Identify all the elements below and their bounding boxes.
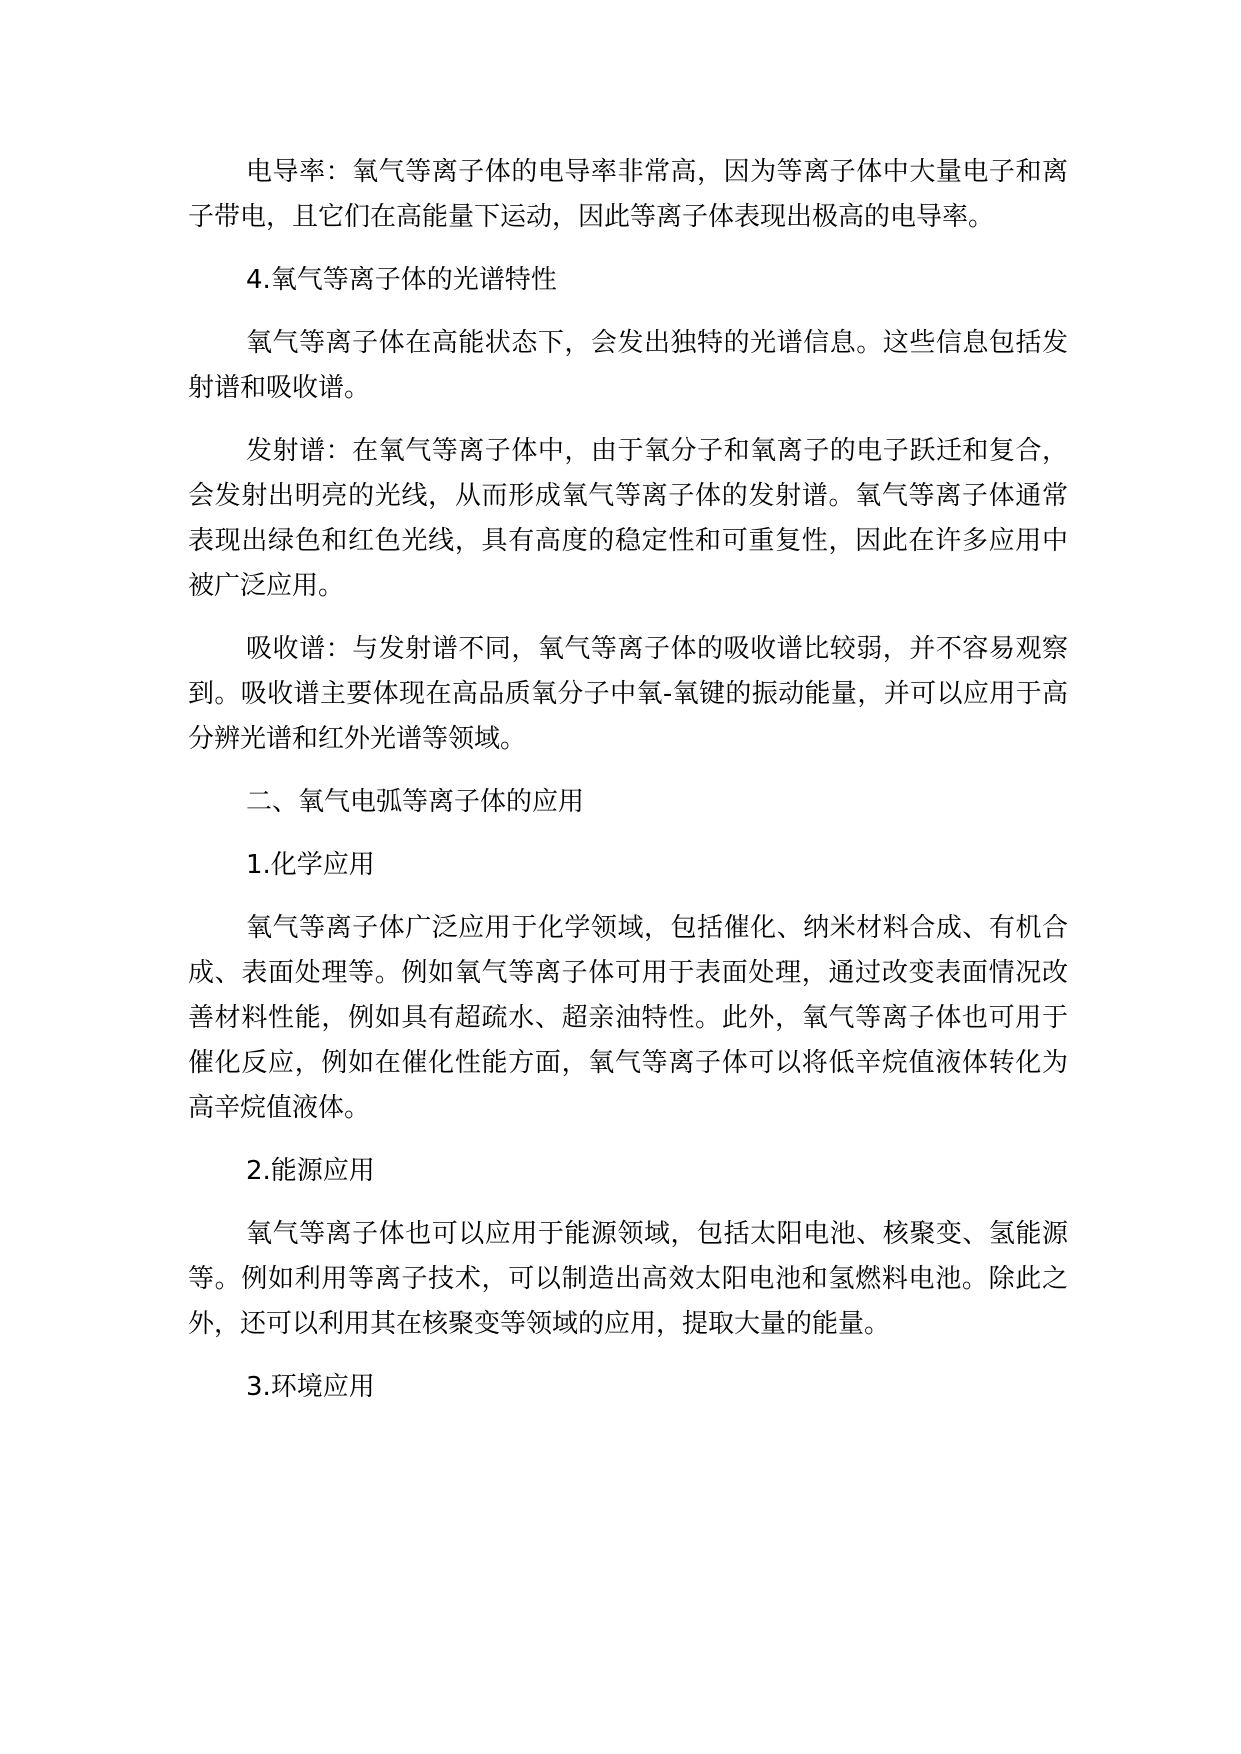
heading-applications: 二、氧气电弧等离子体的应用 xyxy=(246,787,585,817)
heading-spectral-properties: 4.氧气等离子体的光谱特性 xyxy=(246,265,557,295)
heading-chemical-applications: 1.化学应用 xyxy=(246,850,375,880)
heading-environmental-applications: 3.环境应用 xyxy=(246,1372,375,1402)
paragraph-conductivity: 电导率：氧气等离子体的电导率非常高，因为等离子体中大量电子和离子带电，且它们在高能量下运动，因此等离子体表现出极高的电导率。 xyxy=(188,157,1068,232)
document-body xyxy=(188,150,1068,1428)
paragraph-spectral-intro: 氧气等离子体在高能状态下，会发出独特的光谱信息。这些信息包括发射谱和吸收谱。 xyxy=(188,328,1068,403)
heading-energy-applications: 2.能源应用 xyxy=(246,1156,375,1186)
paragraph-chemical-applications: 氧气等离子体广泛应用于化学领域，包括催化、纳米材料合成、有机合成、表面处理等。例如氧气等离子体可用于表面处理，通过改变表面情况改善材料性能，例如具有超疏水、超亲油特性。此外，氧气等离子体也可用于催化反应，例如在催化性能方面，氧气等离子体可以将低辛烷值液体转化为高辛烷值液体。 xyxy=(188,913,1068,1123)
paragraph-energy-applications: 氧气等离子体也可以应用于能源领域，包括太阳电池、核聚变、氢能源等。例如利用等离子技术，可以制造出高效太阳电池和氢燃料电池。除此之外，还可以利用其在核聚变等领域的应用，提取大量的能量。 xyxy=(188,1219,1068,1339)
paragraph-absorption-spectrum: 吸收谱：与发射谱不同，氧气等离子体的吸收谱比较弱，并不容易观察到。吸收谱主要体现在高品质氧分子中氧-氧键的振动能量，并可以应用于高分辨光谱和红外光谱等领域。 xyxy=(188,634,1068,754)
paragraph-emission-spectrum: 发射谱：在氧气等离子体中，由于氧分子和氧离子的电子跃迁和复合，会发射出明亮的光线，从而形成氧气等离子体的发射谱。氧气等离子体通常表现出绿色和红色光线，具有高度的稳定性和可重复性，因此在许多应用中被广泛应用。 xyxy=(188,436,1068,601)
